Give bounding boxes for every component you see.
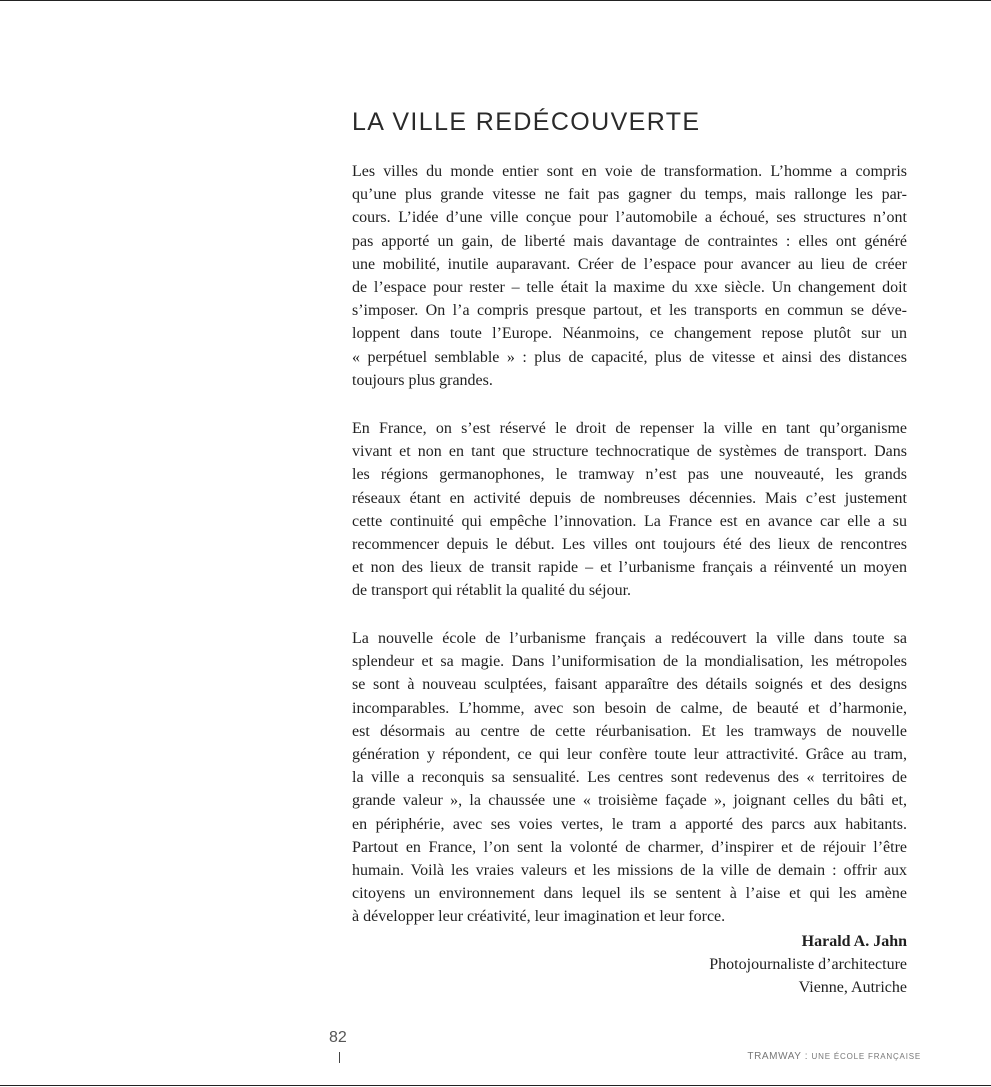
text-line: génération y répondent, ce qui leur confère toute leur attractivité. Grâce au tram,: [352, 745, 907, 763]
text-line: et non des lieux de transit rapide – et l’urbanisme français a réinventé un moyen: [352, 559, 907, 577]
text-line: de transport qui rétablit la qualité du séjour.: [352, 582, 632, 600]
text-line: La nouvelle école de l’urbanisme français a redécouvert la ville dans toute sa: [352, 630, 907, 647]
author-location: Vienne, Autriche: [798, 979, 907, 996]
author-role: Photojournaliste d’architecture: [709, 956, 907, 973]
text-line: En France, on s’est réservé le droit de repenser la ville en tant qu’organisme: [352, 420, 907, 437]
text-line: Partout en France, l’on sent la volonté de charmer, d’inspirer et de réjouir l’être: [352, 838, 907, 856]
paragraph-1: [352, 160, 907, 392]
running-subtitle: UNE ÉCOLE FRANÇAISE: [811, 1052, 921, 1061]
text-line: est désormais au centre de cette réurbanisation. Et les tramways de nouvelle: [352, 722, 907, 740]
text-line: splendeur et sa magie. Dans l’uniformisation de la mondialisation, les métropoles: [352, 653, 907, 671]
text-line: les régions germanophones, le tramway n’est pas une nouveauté, les grands: [352, 466, 907, 484]
text-line: une mobilité, inutile auparavant. Créer de l’espace pour avancer au lieu de créer: [352, 255, 907, 273]
text-line: qu’une plus grande vitesse ne fait pas gagner du temps, mais rallonge les par-: [352, 186, 907, 204]
text-line: en périphérie, avec ses voies vertes, le tram a apporté des parcs aux habitants.: [352, 815, 907, 833]
text-line: toujours plus grandes.: [352, 371, 493, 389]
text-line: pas apporté un gain, de liberté mais davantage de contraintes : elles ont généré: [352, 232, 907, 250]
text-line: de l’espace pour rester – telle était la maxime du xxe siècle. Un changement doit: [352, 278, 907, 296]
text-line: la ville a reconquis sa sensualité. Les centres sont redevenus des « territoires de: [352, 769, 907, 787]
paragraph-2: [352, 417, 907, 603]
running-title: TRAMWAY :: [747, 1051, 809, 1062]
author-name: Harald A. Jahn: [801, 933, 907, 950]
text-line: Les villes du monde entier sont en voie de transformation. L’homme a compris: [352, 163, 907, 180]
text-line: « perpétuel semblable » : plus de capacité, plus de vitesse et ainsi des distances: [352, 348, 907, 366]
page-title: LA VILLE REDÉCOUVERTE: [352, 108, 701, 136]
text-line: cette continuité qui empêche l’innovation. La France est en avance car elle a su: [352, 512, 907, 530]
paragraph-3: [352, 627, 907, 928]
page-number: 82: [329, 1029, 347, 1046]
text-line: vivant et non en tant que structure technocratique de systèmes de transport. Dans: [352, 443, 907, 461]
text-line: grande valeur », la chaussée une « troisième façade », joignant celles du bâti et,: [352, 792, 907, 810]
text-line: cours. L’idée d’une ville conçue pour l’automobile a échoué, ses structures n’ont: [352, 209, 907, 227]
text-line: humain. Voilà les vraies valeurs et les missions de la ville de demain : offrir aux: [352, 861, 907, 879]
text-line: s’imposer. On l’a compris presque partout, et les transports en commun se déve-: [352, 302, 907, 320]
text-line: réseaux étant en activité depuis de nombreuses décennies. Mais c’est justement: [352, 489, 907, 507]
text-line: à développer leur créativité, leur imagination et leur force.: [352, 908, 726, 926]
page-number-tick: [339, 1052, 340, 1063]
running-footer: [747, 1051, 921, 1062]
text-line: loppent dans toute l’Europe. Néanmoins, ce changement repose plutôt sur un: [352, 325, 907, 343]
text-line: citoyens un environnement dans lequel ils se sentent à l’aise et qui les amène: [352, 885, 907, 903]
bottom-rule: [0, 1085, 991, 1086]
text-line: se sont à nouveau sculptées, faisant apparaître des détails soignés et des designs: [352, 676, 907, 694]
text-line: recommencer depuis le début. Les villes ont toujours été des lieux de rencontres: [352, 535, 907, 553]
top-rule: [0, 0, 991, 1]
text-line: incomparables. L’homme, avec son besoin de calme, de beauté et d’harmonie,: [352, 699, 907, 717]
